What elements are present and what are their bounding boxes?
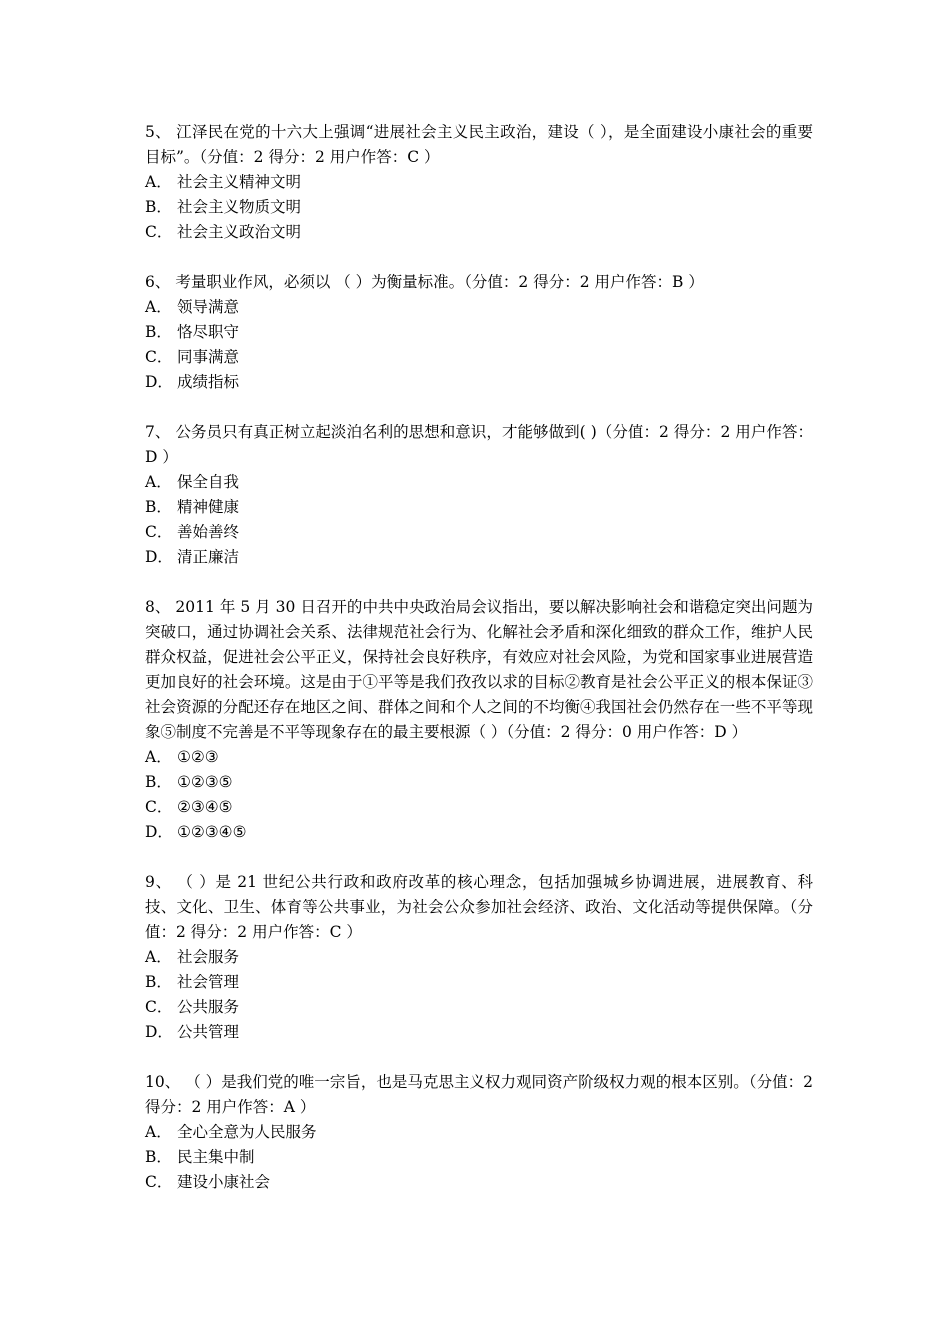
question-6 <box>145 270 813 395</box>
question-8 <box>145 595 813 845</box>
option-text: 公共服务 <box>177 998 240 1016</box>
option-letter: A． <box>145 748 172 766</box>
option-b <box>145 320 813 345</box>
option-letter: C． <box>145 998 173 1016</box>
option-text: ②③④⑤ <box>177 798 233 816</box>
option-letter: A． <box>145 173 172 191</box>
option-letter: B． <box>145 973 172 991</box>
option-c <box>145 795 813 820</box>
option-text: 恪尽职守 <box>177 323 240 341</box>
option-letter: C． <box>145 223 173 241</box>
option-c <box>145 220 813 245</box>
question-number: 6、 <box>145 273 171 291</box>
question-stem: 公务员只有真正树立起淡泊名利的思想和意识，才能够做到( )（分值：2 得分：2 用户作答：D ） <box>145 423 813 466</box>
option-text: 成绩指标 <box>177 373 240 391</box>
question-number: 7、 <box>145 423 171 441</box>
option-d <box>145 1020 813 1045</box>
option-a <box>145 295 813 320</box>
option-letter: A． <box>145 473 172 491</box>
question-text <box>145 120 813 170</box>
question-text <box>145 1070 813 1120</box>
question-text <box>145 595 813 745</box>
option-text: ①②③⑤ <box>177 773 233 791</box>
option-text: 领导满意 <box>177 298 240 316</box>
option-text: 社会主义政治文明 <box>177 223 302 241</box>
option-letter: B． <box>145 773 172 791</box>
question-text <box>145 420 813 470</box>
question-stem: 江泽民在党的十六大上强调“进展社会主义民主政治，建设（ ），是全面建设小康社会的重要目标”。（分值：2 得分：2 用户作答：C ） <box>145 123 813 166</box>
question-stem: 考量职业作风，必须以 （ ）为衡量标准。（分值：2 得分：2 用户作答：B ） <box>175 273 704 291</box>
question-text <box>145 870 813 945</box>
option-text: 社会主义精神文明 <box>177 173 302 191</box>
option-letter: C． <box>145 798 173 816</box>
option-text: 清正廉洁 <box>177 548 240 566</box>
option-letter: B． <box>145 498 172 516</box>
question-stem: （ ）是我们党的唯一宗旨，也是马克思主义权力观同资产阶级权力观的根本区别。（分值：2 得分：2 用户作答：A ） <box>145 1073 813 1116</box>
option-c <box>145 520 813 545</box>
option-text: 公共管理 <box>177 1023 240 1041</box>
option-letter: A． <box>145 298 172 316</box>
option-letter: C． <box>145 523 173 541</box>
option-text: 同事满意 <box>177 348 240 366</box>
option-text: 全心全意为人民服务 <box>177 1123 317 1141</box>
question-9 <box>145 870 813 1045</box>
option-d <box>145 370 813 395</box>
option-letter: B． <box>145 323 172 341</box>
question-number: 5、 <box>145 123 171 141</box>
option-c <box>145 1170 813 1195</box>
option-letter: D． <box>145 548 173 566</box>
question-7 <box>145 420 813 570</box>
option-text: 建设小康社会 <box>177 1173 271 1191</box>
option-a <box>145 470 813 495</box>
option-text: 社会主义物质文明 <box>177 198 302 216</box>
option-b <box>145 970 813 995</box>
option-c <box>145 345 813 370</box>
question-text <box>145 270 813 295</box>
question-stem: （ ）是 21 世纪公共行政和政府改革的核心理念，包括加强城乡协调进展，进展教育、科技、文化、卫生、体育等公共事业，为社会公众参加社会经济、政治、文化活动等提供保障。（分值：2 得分：2 用户作答：C ） <box>145 873 813 941</box>
question-number: 10、 <box>145 1073 181 1091</box>
option-a <box>145 1120 813 1145</box>
option-d <box>145 820 813 845</box>
option-b <box>145 770 813 795</box>
question-10 <box>145 1070 813 1195</box>
option-text: 精神健康 <box>177 498 240 516</box>
option-letter: D． <box>145 373 173 391</box>
option-text: 社会服务 <box>177 948 240 966</box>
option-text: 民主集中制 <box>177 1148 255 1166</box>
option-a <box>145 945 813 970</box>
option-b <box>145 495 813 520</box>
question-number: 8、 <box>145 598 171 616</box>
question-stem: 2011 年 5 月 30 日召开的中共中央政治局会议指出，要以解决影响社会和谐稳定突出问题为突破口，通过协调社会关系、法律规范社会行为、化解社会矛盾和深化细致的群众工作，维护人民群众权益，促进社会公平正义，保持社会良好秩序，有效应对社会风险，为党和国家事业进展营造更加良好的社会环境。这是由于①平等是我们孜孜以求的目标②教育是社会公平正义的根本保证③社会资源的分配还存在地区之间、群体之间和个人之间的不均衡④我国社会仍然存在一些不平等现象⑤制度不完善是不平等现象存在的最主要根源（ ）（分值：2 得分：0 用户作答：D ） <box>145 598 813 741</box>
option-letter: B． <box>145 1148 172 1166</box>
option-letter: D． <box>145 1023 173 1041</box>
option-text: ①②③④⑤ <box>177 823 247 841</box>
option-a <box>145 745 813 770</box>
question-5 <box>145 120 813 245</box>
option-b <box>145 195 813 220</box>
option-letter: B． <box>145 198 172 216</box>
option-text: 社会管理 <box>177 973 240 991</box>
option-letter: A． <box>145 1123 172 1141</box>
option-letter: C． <box>145 348 173 366</box>
question-number: 9、 <box>145 873 172 891</box>
option-text: 保全自我 <box>177 473 240 491</box>
option-text: ①②③ <box>177 748 219 766</box>
option-c <box>145 995 813 1020</box>
question-list <box>145 120 813 1220</box>
option-letter: D． <box>145 823 173 841</box>
option-text: 善始善终 <box>177 523 240 541</box>
option-letter: A． <box>145 948 172 966</box>
option-letter: C． <box>145 1173 173 1191</box>
option-b <box>145 1145 813 1170</box>
option-d <box>145 545 813 570</box>
option-a <box>145 170 813 195</box>
